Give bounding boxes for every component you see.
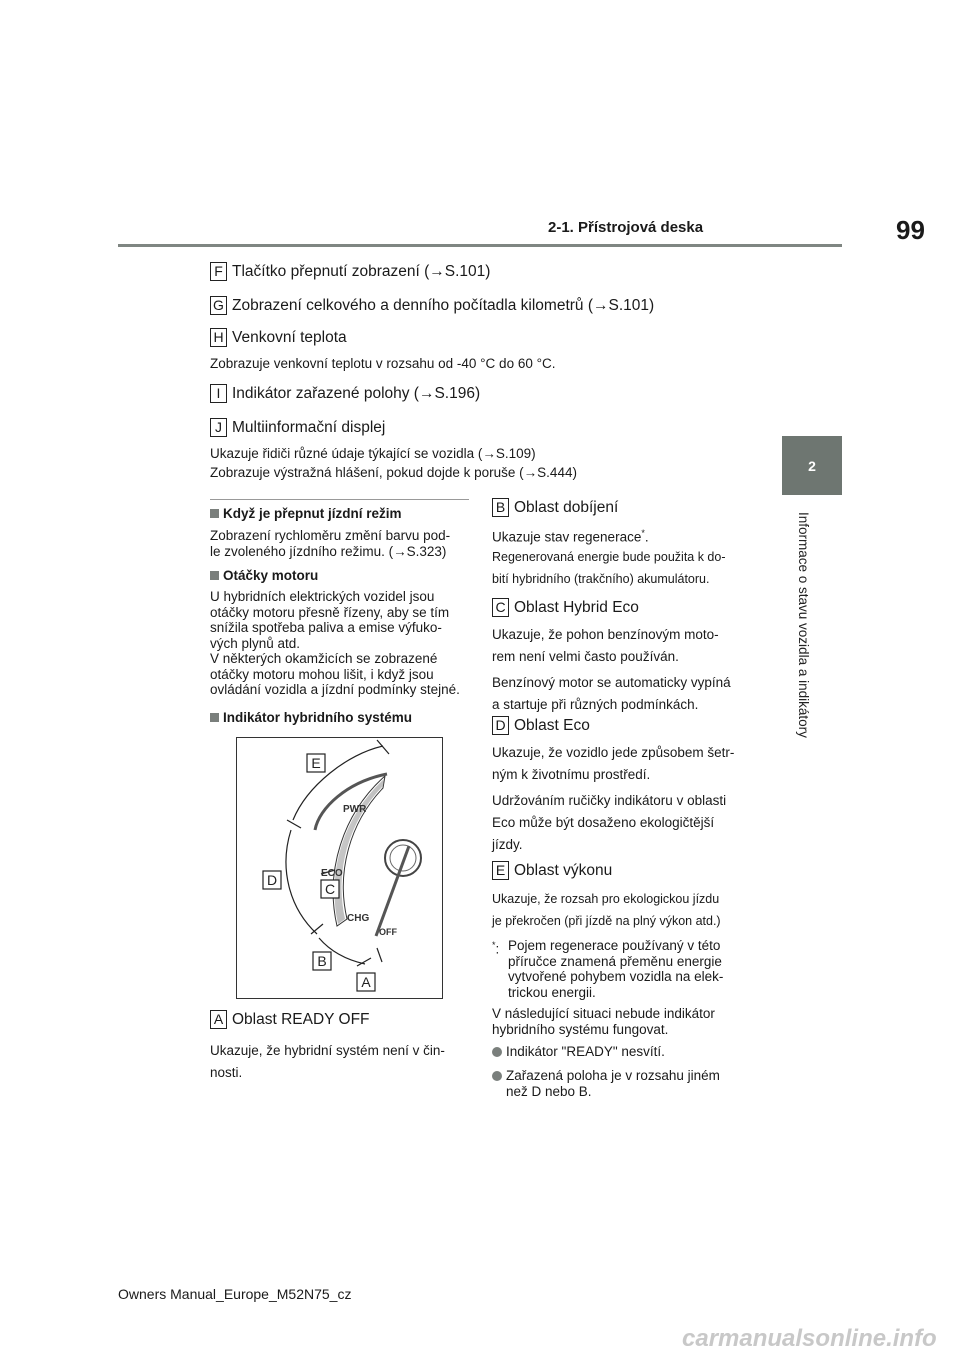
callout-b: B bbox=[317, 953, 327, 969]
para-line: Regenerovaná energie bude použita k do- bbox=[492, 550, 726, 564]
label-box-j: J bbox=[210, 418, 227, 437]
callout-a: A bbox=[361, 974, 371, 990]
section-title: 2-1. Přístrojová deska bbox=[548, 219, 704, 236]
para-a bbox=[210, 1040, 445, 1084]
heading-hybrid-indicator bbox=[210, 710, 412, 725]
square-bullet-icon bbox=[210, 509, 219, 518]
footnote-mark: * bbox=[492, 940, 496, 950]
chapter-title: Informace o stavu vozidla a indikátory bbox=[796, 512, 811, 738]
para-line: otáčky motoru přesně řízeny, aby se tím bbox=[210, 604, 450, 620]
item-c-text: Oblast Hybrid Eco bbox=[514, 598, 639, 616]
item-c bbox=[492, 598, 639, 617]
bullet-text: Indikátor "READY" nesvítí. bbox=[506, 1044, 665, 1059]
para-line: je překročen (při jízdě na plný výkon atd.) bbox=[492, 914, 721, 928]
heading-engine-rpm bbox=[210, 568, 318, 583]
label-box-e: E bbox=[492, 861, 509, 880]
bullet-text: než D nebo B. bbox=[506, 1084, 592, 1099]
item-j-text: Multiinformační displej bbox=[232, 418, 386, 436]
para-line: ovládání vozidla a jízdní podmínky stejné. bbox=[210, 682, 460, 697]
callout-c: C bbox=[324, 881, 336, 897]
scale-label-chg: CHG bbox=[347, 913, 370, 924]
para-b1-text: Ukazuje stav regenerace bbox=[492, 529, 642, 545]
scale-label-eco: ECO bbox=[321, 868, 343, 879]
para-line: příručce znamená přeměnu energie bbox=[508, 953, 722, 969]
item-a bbox=[210, 1010, 370, 1029]
chapter-title-wrap bbox=[796, 512, 824, 762]
callout-d: D bbox=[266, 872, 278, 888]
hybrid-indicator-figure bbox=[236, 737, 443, 999]
para-line: nosti. bbox=[210, 1065, 243, 1080]
heading-drive-mode-text: Když je přepnut jízdní režim bbox=[223, 506, 402, 521]
label-box-i: I bbox=[210, 384, 227, 403]
round-bullet-icon bbox=[492, 1047, 502, 1057]
heading-hybrid-indicator-text: Indikátor hybridního systému bbox=[223, 710, 413, 725]
chapter-number: 2 bbox=[808, 457, 816, 474]
label-box-g: G bbox=[210, 296, 227, 315]
item-g bbox=[210, 296, 654, 315]
header-divider bbox=[118, 244, 842, 247]
para-line: V následující situaci nebude indikátor bbox=[492, 1006, 715, 1021]
item-b bbox=[492, 498, 618, 517]
para-line: Pojem regenerace používaný v této bbox=[508, 938, 721, 953]
footnote: *: Pojem regenerace používaný v této příručce znamená přeměnu energie vytvořené pohybem vozidla na elek- trickou energii. bbox=[492, 938, 724, 1000]
para-line: U hybridních elektrických vozidel jsou bbox=[210, 589, 435, 604]
item-e-text: Oblast výkonu bbox=[514, 861, 613, 879]
item-j-desc-2: Zobrazuje výstražná hlášení, pokud dojde k poruše (→S.444) bbox=[210, 465, 577, 480]
para-line: Ukazuje, že pohon benzínovým moto- bbox=[492, 627, 719, 642]
para-b2 bbox=[492, 546, 726, 590]
item-i-text: Indikátor zařazené polohy (→S.196) bbox=[232, 384, 481, 402]
para-line: Eco může být dosaženo ekologičtější bbox=[492, 815, 715, 830]
column-divider bbox=[210, 499, 469, 500]
para-line: Ukazuje, že rozsah pro ekologickou jízdu bbox=[492, 892, 720, 906]
footnote-mark: * bbox=[641, 528, 645, 538]
gauge-band-fill bbox=[334, 779, 384, 924]
tick bbox=[377, 948, 382, 962]
label-box-d: D bbox=[492, 716, 509, 735]
footer-text: Owners Manual_Europe_M52N75_cz bbox=[118, 1286, 352, 1302]
page-number: 99 bbox=[896, 215, 925, 245]
para-line: vých plynů atd. bbox=[210, 635, 301, 651]
para-line: trickou energii. bbox=[508, 984, 596, 1000]
bullet-text: Zařazená poloha je v rozsahu jiném bbox=[506, 1068, 720, 1083]
para-line: Ukazuje, že hybridní systém není v čin- bbox=[210, 1043, 445, 1058]
para-line: bití hybridního (trakčního) akumulátoru. bbox=[492, 572, 710, 586]
heading-drive-mode bbox=[210, 506, 402, 521]
item-f bbox=[210, 262, 490, 281]
para-b1-end: . bbox=[644, 529, 649, 545]
para-c bbox=[492, 624, 731, 716]
para-line: V některých okamžicích se zobrazené bbox=[210, 651, 438, 666]
para-d bbox=[492, 742, 734, 856]
label-box-f: F bbox=[210, 262, 227, 281]
arc-d bbox=[286, 830, 317, 934]
item-f-text: Tlačítko přepnutí zobrazení (→S.101) bbox=[232, 262, 491, 280]
item-j-desc-1: Ukazuje řidiči různé údaje týkající se vozidla (→S.109) bbox=[210, 446, 536, 461]
label-box-b: B bbox=[492, 498, 509, 517]
para-line: vytvořené pohybem vozidla na elek- bbox=[508, 969, 724, 984]
item-h-desc: Zobrazuje venkovní teplotu v rozsahu od -40 °C do 60 °C. bbox=[210, 356, 556, 371]
para-line: otáčky motoru mohou lišit, i když jsou bbox=[210, 666, 434, 682]
para-drive-mode bbox=[210, 528, 450, 559]
label-box-a: A bbox=[210, 1010, 227, 1029]
heading-engine-rpm-text: Otáčky motoru bbox=[223, 568, 319, 583]
para-e bbox=[492, 888, 721, 932]
item-h bbox=[210, 328, 347, 347]
para-b1 bbox=[492, 522, 649, 549]
tick bbox=[287, 820, 301, 828]
para-line: Benzínový motor se automaticky vypíná bbox=[492, 675, 731, 690]
item-j bbox=[210, 418, 385, 437]
para-line: hybridního systému fungovat. bbox=[492, 1021, 669, 1037]
para-line: ným k životnímu prostředí. bbox=[492, 767, 651, 782]
watermark[interactable]: carmanualsonline.info bbox=[682, 1325, 937, 1352]
square-bullet-icon bbox=[210, 571, 219, 580]
para-line: Udržováním ručičky indikátoru v oblasti bbox=[492, 793, 727, 808]
hybrid-indicator-diagram bbox=[237, 738, 442, 998]
item-e bbox=[492, 861, 612, 880]
para-line: jízdy. bbox=[492, 837, 523, 852]
item-h-text: Venkovní teplota bbox=[232, 328, 347, 346]
callout-e: E bbox=[311, 755, 321, 771]
item-g-text: Zobrazení celkového a denního počítadla kilometrů (→S.101) bbox=[232, 296, 655, 314]
para-f bbox=[492, 1006, 715, 1037]
label-box-h: H bbox=[210, 328, 227, 347]
para-line: snížila spotřeba paliva a emise výfuko- bbox=[210, 620, 442, 635]
label-box-c: C bbox=[492, 598, 509, 617]
chapter-tab[interactable] bbox=[782, 436, 842, 495]
item-a-text: Oblast READY OFF bbox=[232, 1010, 370, 1028]
para-engine-rpm bbox=[210, 589, 460, 698]
scale-label-pwr: PWR bbox=[343, 804, 367, 815]
item-b-text: Oblast dobíjení bbox=[514, 498, 619, 516]
round-bullet-icon bbox=[492, 1071, 502, 1081]
square-bullet-icon bbox=[210, 713, 219, 722]
item-d-text: Oblast Eco bbox=[514, 716, 590, 734]
para-line: rem není velmi často používán. bbox=[492, 649, 679, 664]
item-d bbox=[492, 716, 590, 735]
para-line: Ukazuje, že vozidlo jede způsobem šetr- bbox=[492, 745, 735, 760]
bullet-item bbox=[492, 1044, 665, 1060]
para-line: le zvoleného jízdního režimu. (→S.323) bbox=[210, 543, 447, 559]
scale-label-off: OFF bbox=[379, 927, 397, 937]
para-line: Zobrazení rychloměru změní barvu pod- bbox=[210, 528, 451, 543]
bullet-item bbox=[492, 1068, 720, 1100]
item-i bbox=[210, 384, 480, 403]
para-line: a startuje při různých podmínkách. bbox=[492, 697, 699, 712]
